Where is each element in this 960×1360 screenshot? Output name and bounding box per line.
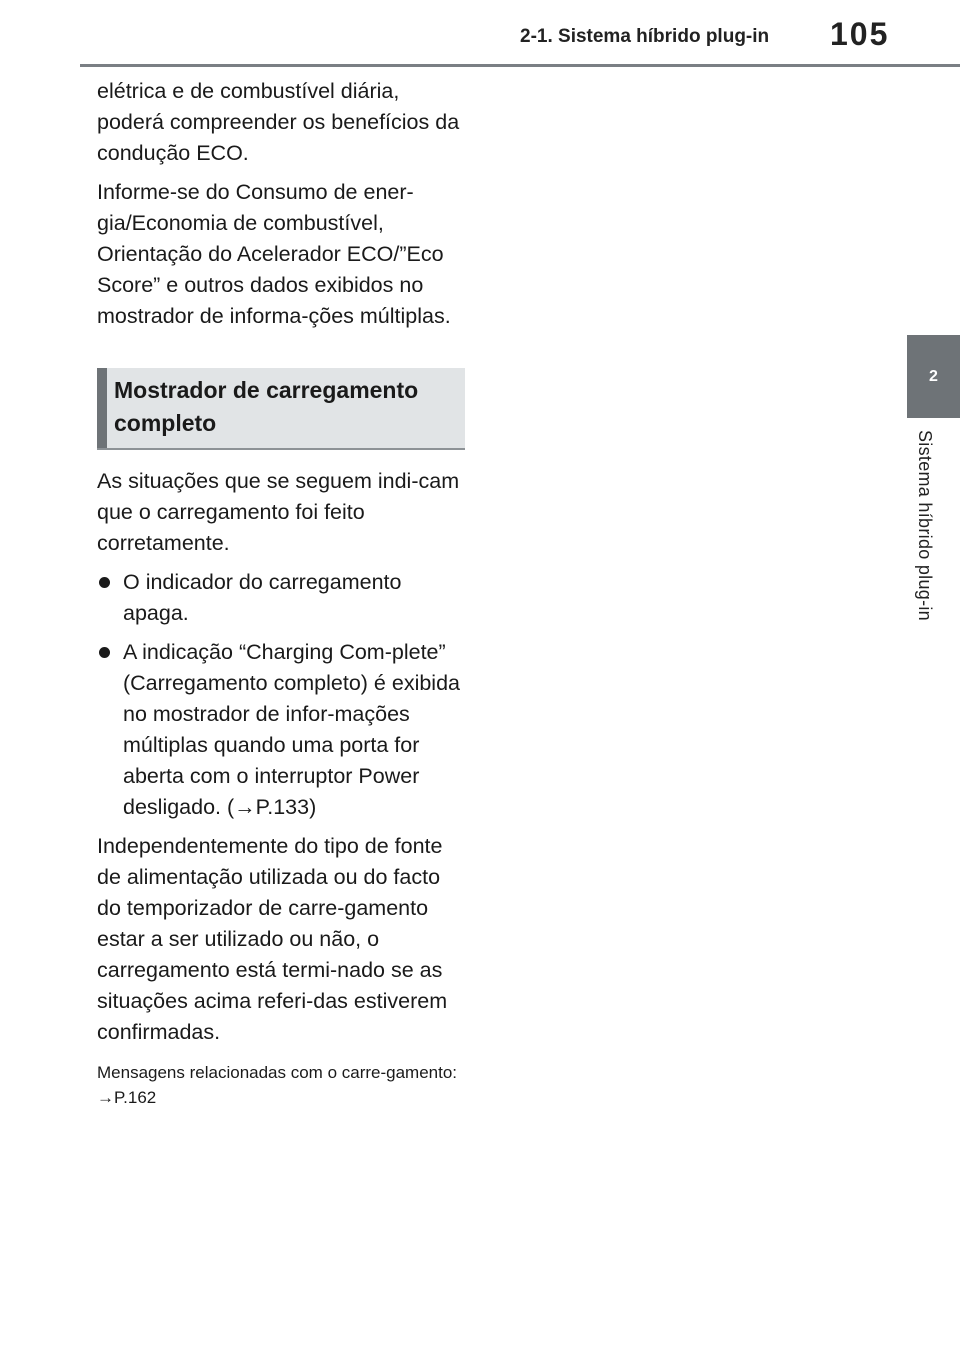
chapter-side-label: Sistema híbrido plug-in xyxy=(915,430,935,621)
bullet-dot-icon xyxy=(99,577,110,588)
list-item xyxy=(97,567,465,629)
chapter-tab-number: 2 xyxy=(929,367,938,385)
page-number: 105 xyxy=(830,16,890,52)
paragraph-consumption-info: Informe-se do Consumo de ener-gia/Economia de combustível, Orientação do Acelerador ECO/”Eco Score” e outros dados exibidos no mostrador de informa-ções múltiplas. xyxy=(97,180,451,328)
chapter-tab[interactable] xyxy=(907,335,960,418)
list-item xyxy=(97,637,465,823)
header-divider xyxy=(80,64,960,67)
main-content xyxy=(97,76,465,1110)
section-heading-text: Mostrador de carregamento completo xyxy=(114,377,419,436)
paragraph-eco-benefits: elétrica e de combustível diária, poderá compreender os benefícios da condução ECO. xyxy=(97,79,460,165)
chapter-title: 2-1. Sistema híbrido plug-in xyxy=(520,26,770,47)
bullet-dot-icon xyxy=(99,647,110,658)
paragraph-charging-situations: As situações que se seguem indi-cam que o carregamento foi feito corretamente. xyxy=(97,469,460,555)
related-messages-note: Mensagens relacionadas com o carre-gamento: →P.162 xyxy=(97,1063,458,1107)
paragraph-charging-complete: Independentemente do tipo de fonte de alimentação utilizada ou do facto do temporizador de carre-gamento estar a ser utilizado ou não, o carregamento está termi-nado se as situações acima referi-das estiverem confirmadas. xyxy=(97,834,448,1044)
section-heading xyxy=(97,368,465,450)
bullet-list xyxy=(97,567,465,823)
list-item-text: O indicador do carregamento apaga. xyxy=(123,570,402,625)
list-item-text: A indicação “Charging Com-plete” (Carregamento completo) é exibida no mostrador de infor-mações múltiplas quando uma porta for aberta com o interruptor Power desligado. (→P.133) xyxy=(123,640,460,819)
